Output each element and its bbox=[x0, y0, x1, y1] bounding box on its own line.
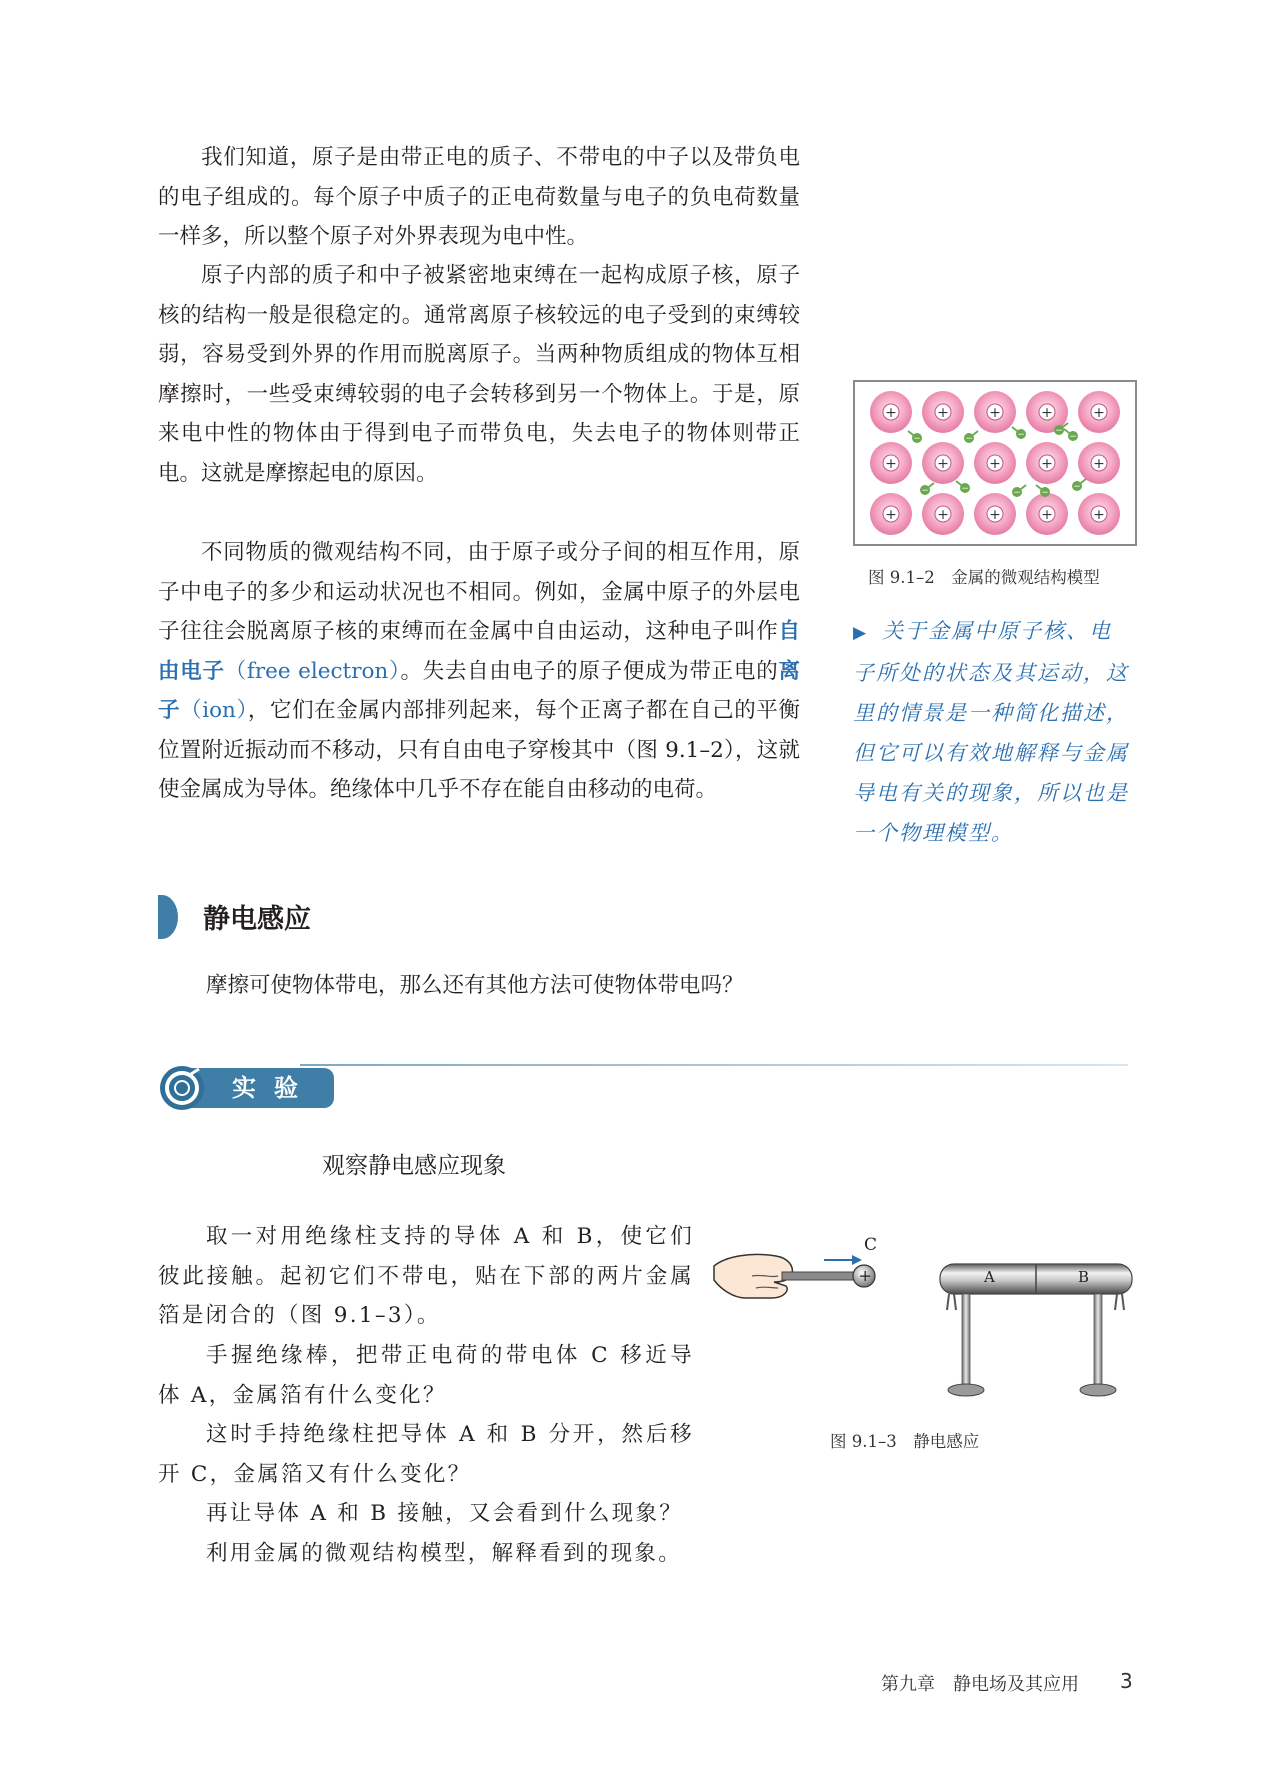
ion bbox=[870, 391, 912, 433]
svg-text:+: + bbox=[989, 456, 1001, 472]
svg-text:+: + bbox=[885, 456, 897, 472]
svg-text:+: + bbox=[1041, 456, 1053, 472]
ion bbox=[1078, 442, 1120, 484]
svg-text:−: − bbox=[1041, 488, 1049, 498]
svg-text:+: + bbox=[858, 1266, 872, 1285]
ion bbox=[922, 391, 964, 433]
label-b: B bbox=[1078, 1268, 1090, 1286]
section-question: 摩擦可使物体带电，那么还有其他方法可使物体带电吗？ bbox=[206, 973, 744, 998]
ion bbox=[1078, 391, 1120, 433]
ion bbox=[922, 493, 964, 535]
paragraph-atom-structure: 我们知道，原子是由带正电的质子、不带电的中子以及带负电的电子组成的。每个原子中质子的正电荷数量与电子的负电荷数量一样多，所以整个原子对外界表现为电中性。 bbox=[158, 145, 800, 249]
figure-9-1-2-caption: 图 9.1–2 金属的微观结构模型 bbox=[868, 568, 1100, 587]
page-number: 3 bbox=[1120, 1669, 1133, 1693]
svg-text:+: + bbox=[937, 507, 949, 523]
ion bbox=[922, 442, 964, 484]
svg-text:+: + bbox=[937, 456, 949, 472]
svg-text:−: − bbox=[913, 434, 921, 444]
term-free-electron: 自由电子 bbox=[158, 619, 800, 684]
paragraph-free-electrons bbox=[158, 533, 800, 810]
experiment-step: 再让导体 A 和 B 接触，又会看到什么现象？ bbox=[206, 1501, 684, 1526]
svg-text:−: − bbox=[921, 486, 929, 496]
svg-text:+: + bbox=[989, 405, 1001, 421]
label-a: A bbox=[984, 1268, 995, 1286]
svg-text:−: − bbox=[1055, 426, 1063, 436]
paragraph-friction-charging: 原子内部的质子和中子被紧密地束缚在一起构成原子核，原子核的结构一般是很稳定的。通常离原子核较远的电子受到的束缚较弱，容易受到外界的作用而脱离原子。当两种物质组成的物体互相摩擦时，一些受束缚较弱的电子会转移到另一个物体上。于是，原来电中性的物体由于得到电子而带负电，失去电子的物体则带正电。这就是摩擦起电的原因。 bbox=[158, 263, 800, 486]
svg-text:−: − bbox=[1069, 432, 1077, 442]
experiment-title: 观察静电感应现象 bbox=[322, 1153, 506, 1179]
experiment-step: 这时手持绝缘柱把导体 A 和 B 分开，然后移开 C，金属箔又有什么变化？ bbox=[158, 1422, 694, 1487]
ion bbox=[1078, 493, 1120, 535]
metal-lattice-figure bbox=[853, 380, 1137, 546]
svg-text:+: + bbox=[1093, 456, 1105, 472]
svg-text:−: − bbox=[1013, 488, 1021, 498]
ion bbox=[870, 493, 912, 535]
experiment-badge-label: 实验 bbox=[232, 1074, 316, 1102]
p3-text-b: 。失去自由电子的原子便成为带正电的 bbox=[400, 658, 779, 684]
svg-text:+: + bbox=[1093, 507, 1105, 523]
side-note-text: 关于金属中原子核、电子所处的状态及其运动，这里的情景是一种简化描述，但它可以有效地解释与金属导电有关的现象，所以也是一个物理模型。 bbox=[853, 619, 1129, 845]
svg-text:+: + bbox=[1041, 507, 1053, 523]
experiment-divider bbox=[300, 1064, 1128, 1066]
svg-text:+: + bbox=[885, 405, 897, 421]
term-free-electron-en: （free electron） bbox=[224, 658, 401, 684]
svg-text:−: − bbox=[961, 484, 969, 494]
label-c: C bbox=[864, 1235, 878, 1255]
ion bbox=[1026, 493, 1068, 535]
side-note bbox=[853, 611, 1129, 853]
svg-text:+: + bbox=[937, 405, 949, 421]
footer-chapter: 第九章 静电场及其应用 bbox=[881, 1674, 1079, 1695]
term-ion: 离子 bbox=[158, 658, 800, 723]
p3-text-c: ，它们在金属内部排列起来，每个正离子都在自己的平衡位置附近振动而不移动，只有自由电子穿梭其中（图 9.1–2），这就使金属成为导体。绝缘体中几乎不存在能自由移动的电荷。 bbox=[158, 698, 800, 802]
experiment-step: 利用金属的微观结构模型，解释看到的现象。 bbox=[206, 1541, 683, 1566]
section-marker-icon bbox=[158, 895, 178, 939]
ion bbox=[870, 442, 912, 484]
figure-9-1-3-caption: 图 9.1–3 静电感应 bbox=[830, 1432, 980, 1451]
ion bbox=[1026, 442, 1068, 484]
experiment-step: 取一对用绝缘柱支持的导体 A 和 B，使它们彼此接触。起初它们不带电，贴在下部的两片金属箔是闭合的（图 9.1–3）。 bbox=[158, 1224, 694, 1328]
svg-text:−: − bbox=[965, 434, 973, 444]
experiment-step: 手握绝缘棒，把带正电荷的带电体 C 移近导体 A，金属箔有什么变化？ bbox=[158, 1343, 694, 1408]
svg-text:+: + bbox=[1041, 405, 1053, 421]
svg-text:−: − bbox=[1017, 430, 1025, 440]
ion bbox=[974, 442, 1016, 484]
p3-text-a: 不同物质的微观结构不同，由于原子或分子间的相互作用，原子中电子的多少和运动状况也不相同。例如，金属中原子的外层电子往往会脱离原子核的束缚而在金属中自由运动，这种电子叫作 bbox=[158, 540, 800, 644]
term-ion-en: （ion） bbox=[180, 698, 248, 723]
svg-text:+: + bbox=[885, 507, 897, 523]
triangle-marker-icon: ▶ bbox=[853, 623, 869, 643]
svg-text:−: − bbox=[1073, 482, 1081, 492]
svg-text:+: + bbox=[1093, 405, 1105, 421]
electrostatic-induction-figure bbox=[712, 1228, 1140, 1410]
ion bbox=[974, 391, 1016, 433]
hand-icon bbox=[714, 1254, 792, 1298]
ion bbox=[974, 493, 1016, 535]
section-title: 静电感应 bbox=[203, 904, 311, 935]
svg-text:+: + bbox=[989, 507, 1001, 523]
